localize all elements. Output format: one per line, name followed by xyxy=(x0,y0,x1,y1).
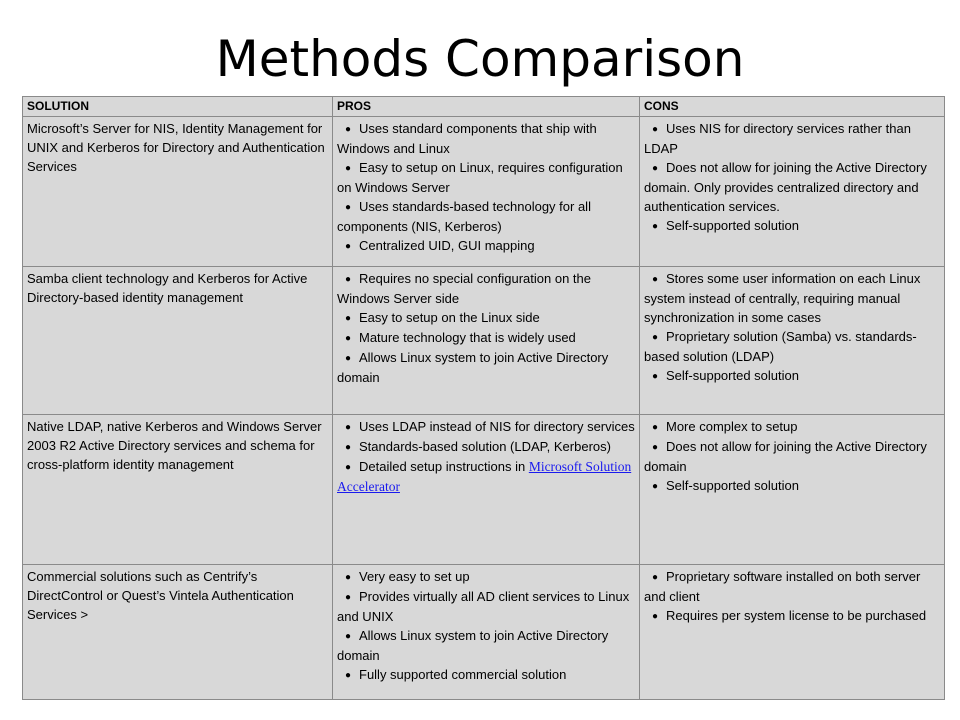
bullet-icon: ● xyxy=(651,611,659,622)
list-item: ● Does not allow for joining the Active Directory domain xyxy=(644,439,927,474)
bullet-icon: ● xyxy=(344,124,352,135)
list-item: ● Allows Linux system to join Active Directory domain xyxy=(337,350,609,385)
cons-cell xyxy=(640,565,945,700)
bullet-icon: ● xyxy=(651,422,659,433)
table-row xyxy=(23,415,945,565)
bullet-icon: ● xyxy=(651,332,659,343)
cons-cell xyxy=(640,117,945,267)
cons-cell xyxy=(640,267,945,415)
bullet-icon: ● xyxy=(344,442,352,453)
bullet-icon: ● xyxy=(344,462,352,473)
pros-cell xyxy=(333,565,640,700)
comparison-table xyxy=(22,96,945,700)
list-item: ● Uses LDAP instead of NIS for directory services xyxy=(337,417,635,437)
solution-cell: Commercial solutions such as Centrify’s DirectControl or Quest’s Vintela Authentication Services > xyxy=(23,565,333,700)
list-item: ● More complex to setup xyxy=(644,417,940,437)
table-row xyxy=(23,565,945,700)
bullet-icon: ● xyxy=(344,163,352,174)
list-item: ● Stores some user information on each Linux system instead of centrally, requiring manual synchronization in some cases xyxy=(644,271,921,325)
bullet-icon: ● xyxy=(344,313,352,324)
bullet-icon: ● xyxy=(651,442,659,453)
list-item: ● Fully supported commercial solution xyxy=(337,665,635,685)
bullet-icon: ● xyxy=(651,572,659,583)
bullet-icon: ● xyxy=(344,333,352,344)
list-item: ● Detailed setup instructions in Microsoft Solution Accelerator xyxy=(337,459,632,494)
bullet-icon: ● xyxy=(344,422,352,433)
bullet-icon: ● xyxy=(651,371,659,382)
pros-cell xyxy=(333,415,640,565)
list-item: ● Self-supported solution xyxy=(644,366,940,386)
cons-cell xyxy=(640,415,945,565)
bullet-icon: ● xyxy=(344,202,352,213)
list-item: ● Uses standards-based technology for all components (NIS, Kerberos) xyxy=(337,199,591,234)
list-item: ● Easy to setup on the Linux side xyxy=(337,308,635,328)
page-title: Methods Comparison xyxy=(215,30,745,88)
bullet-icon: ● xyxy=(651,163,659,174)
list-item: ● Centralized UID, GUI mapping xyxy=(337,236,635,256)
list-item: ● Very easy to set up xyxy=(337,567,635,587)
bullet-icon: ● xyxy=(344,592,352,603)
pros-cell xyxy=(333,267,640,415)
bullet-icon: ● xyxy=(651,221,659,232)
header-solution: SOLUTION xyxy=(23,97,333,117)
solution-cell: Native LDAP, native Kerberos and Windows Server 2003 R2 Active Directory services and schema for cross-platform identity management xyxy=(23,415,333,565)
bullet-icon: ● xyxy=(651,274,659,285)
list-item: ● Does not allow for joining the Active Directory domain. Only provides centralized directory and authentication services. xyxy=(644,160,927,214)
list-item: ● Provides virtually all AD client services to Linux and UNIX xyxy=(337,589,630,624)
bullet-icon: ● xyxy=(651,124,659,135)
list-item: ● Easy to setup on Linux, requires configuration on Windows Server xyxy=(337,160,623,195)
bullet-icon: ● xyxy=(651,481,659,492)
list-item: ● Uses NIS for directory services rather than LDAP xyxy=(644,121,911,156)
header-row xyxy=(23,97,945,117)
solution-cell: Samba client technology and Kerberos for Active Directory-based identity management xyxy=(23,267,333,415)
table-row xyxy=(23,267,945,415)
list-item: ● Allows Linux system to join Active Directory domain xyxy=(337,628,609,663)
bullet-icon: ● xyxy=(344,670,352,681)
header-cons: CONS xyxy=(640,97,945,117)
list-item: ● Requires no special configuration on the Windows Server side xyxy=(337,271,591,306)
header-pros: PROS xyxy=(333,97,640,117)
list-item: ● Self-supported solution xyxy=(644,476,940,496)
list-item: ● Requires per system license to be purchased xyxy=(644,606,940,626)
microsoft-solution-accelerator-link[interactable]: Microsoft Solution Accelerator xyxy=(337,459,632,494)
bullet-icon: ● xyxy=(344,631,352,642)
bullet-icon: ● xyxy=(344,241,352,252)
bullet-icon: ● xyxy=(344,353,352,364)
list-item: ● Standards-based solution (LDAP, Kerberos) xyxy=(337,437,635,457)
table-row xyxy=(23,117,945,267)
list-item: ● Proprietary software installed on both server and client xyxy=(644,569,921,604)
bullet-icon: ● xyxy=(344,274,352,285)
bullet-icon: ● xyxy=(344,572,352,583)
solution-cell: Microsoft’s Server for NIS, Identity Management for UNIX and Kerberos for Directory and Authentication Services xyxy=(23,117,333,267)
list-item: ● Proprietary solution (Samba) vs. standards-based solution (LDAP) xyxy=(644,329,917,364)
list-item: ● Self-supported solution xyxy=(644,216,940,236)
list-item: ● Uses standard components that ship with Windows and Linux xyxy=(337,121,597,156)
pros-cell xyxy=(333,117,640,267)
list-item: ● Mature technology that is widely used xyxy=(337,328,635,348)
